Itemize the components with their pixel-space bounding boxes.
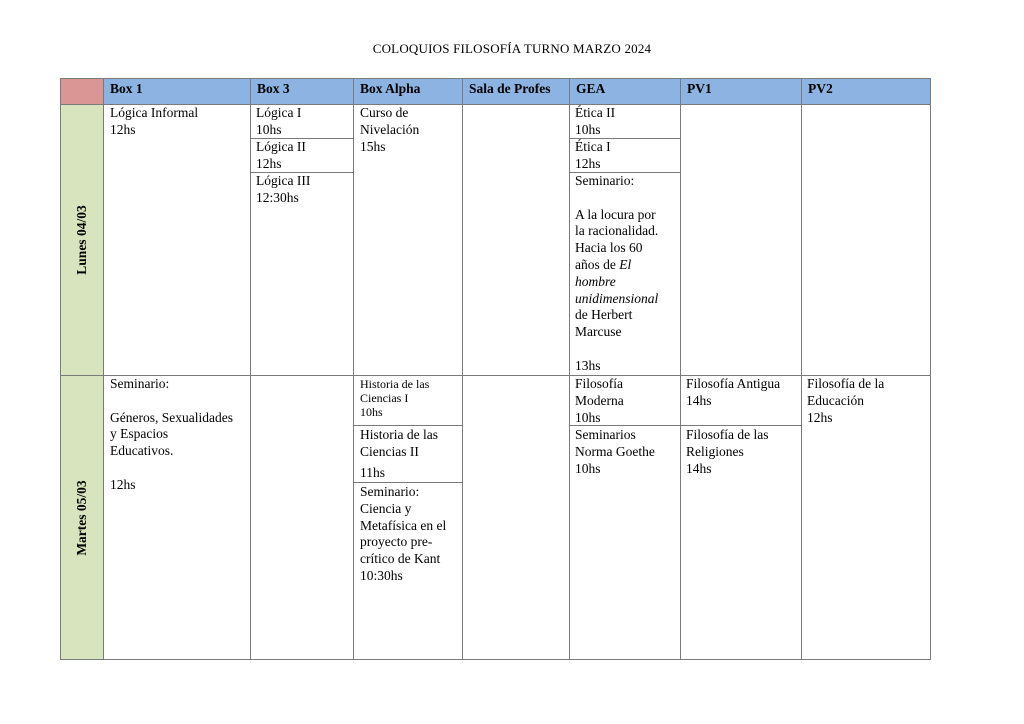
seminar-line-4-italic: El: [619, 256, 632, 272]
martes-alpha-seminar: Seminario: Ciencia y Metafísica en el proyecto pre- crítico de Kant 10:30hs: [360, 484, 447, 583]
seminar-time: 13hs: [575, 357, 601, 373]
grid-line: [250, 172, 353, 173]
corner-cell: [60, 78, 103, 104]
seminar-line-4-prefix: años de: [575, 256, 620, 272]
page-title: COLOQUIOS FILOSOFÍA TURNO MARZO 2024: [372, 41, 652, 56]
martes-gea-class-1: Filosofía Moderna 10hs: [575, 376, 624, 425]
grid-line: [680, 78, 681, 660]
grid-line: [569, 172, 680, 173]
grid-line: [462, 78, 463, 660]
header-gea: GEA: [569, 78, 680, 104]
martes-box1-seminar: Seminario: Géneros, Sexualidades y Espacios Educativos. 12hs: [110, 376, 233, 492]
seminar-line-5-italic: hombre: [575, 273, 616, 289]
grid-line: [353, 425, 462, 426]
seminar-line-1: A la locura por: [575, 206, 656, 222]
seminar-label: Seminario:: [575, 173, 635, 188]
header-pv2: PV2: [801, 78, 931, 104]
lunes-box3-class-2: Lógica II 12hs: [256, 139, 306, 171]
martes-alpha-class-2-title: Historia de las Ciencias II: [360, 427, 438, 459]
seminar-line-6-italic: unidimensional: [575, 290, 659, 306]
header-box-1: Box 1: [103, 78, 250, 104]
seminar-line-2: la racionalidad.: [575, 223, 659, 239]
martes-alpha-class-1: Historia de las Ciencias I 10hs: [360, 377, 430, 419]
lunes-box1-class: Lógica Informal 12hs: [110, 105, 199, 137]
day-label-lunes: Lunes 04/03: [73, 204, 89, 275]
grid-line: [353, 482, 462, 483]
martes-alpha-class-2-time: 11hs: [360, 465, 386, 480]
lunes-box3-class-1: Lógica I 10hs: [256, 105, 302, 137]
martes-gea-class-2: Seminarios Norma Goethe 10hs: [575, 427, 655, 476]
day-cell-martes: [60, 375, 103, 660]
grid-line: [250, 138, 353, 139]
grid-line: [60, 78, 61, 660]
header-box-alpha: Box Alpha: [353, 78, 462, 104]
grid-line: [569, 425, 680, 426]
grid-line: [569, 138, 680, 139]
grid-line: [353, 78, 354, 660]
martes-pv1-class-2: Filosofía de las Religiones 14hs: [686, 427, 769, 476]
schedule-table: [60, 78, 931, 660]
grid-line: [930, 78, 931, 660]
grid-line: [801, 78, 802, 660]
grid-line: [680, 425, 801, 426]
seminar-line-3: Hacia los 60: [575, 240, 643, 256]
grid-line: [250, 78, 251, 660]
header-sala-de-profes: Sala de Profes: [462, 78, 569, 104]
lunes-gea-class-2: Ética I 12hs: [575, 139, 611, 171]
day-label-martes: Martes 05/03: [73, 479, 89, 556]
grid-line: [103, 78, 104, 660]
martes-pv2-class: Filosofía de la Educación 12hs: [807, 376, 885, 425]
lunes-gea-seminar: [575, 173, 658, 375]
lunes-box3-class-3: Lógica III 12:30hs: [256, 173, 311, 205]
seminar-line-7: de Herbert: [575, 307, 633, 323]
header-pv1: PV1: [680, 78, 801, 104]
header-box-3: Box 3: [250, 78, 353, 104]
grid-line: [569, 78, 570, 660]
day-cell-lunes: [60, 104, 103, 375]
martes-pv1-class-1: Filosofía Antigua 14hs: [686, 376, 781, 408]
lunes-alpha-class: Curso de Nivelación 15hs: [360, 105, 420, 154]
lunes-gea-class-1: Ética II 10hs: [575, 105, 616, 137]
seminar-line-8: Marcuse: [575, 324, 622, 340]
